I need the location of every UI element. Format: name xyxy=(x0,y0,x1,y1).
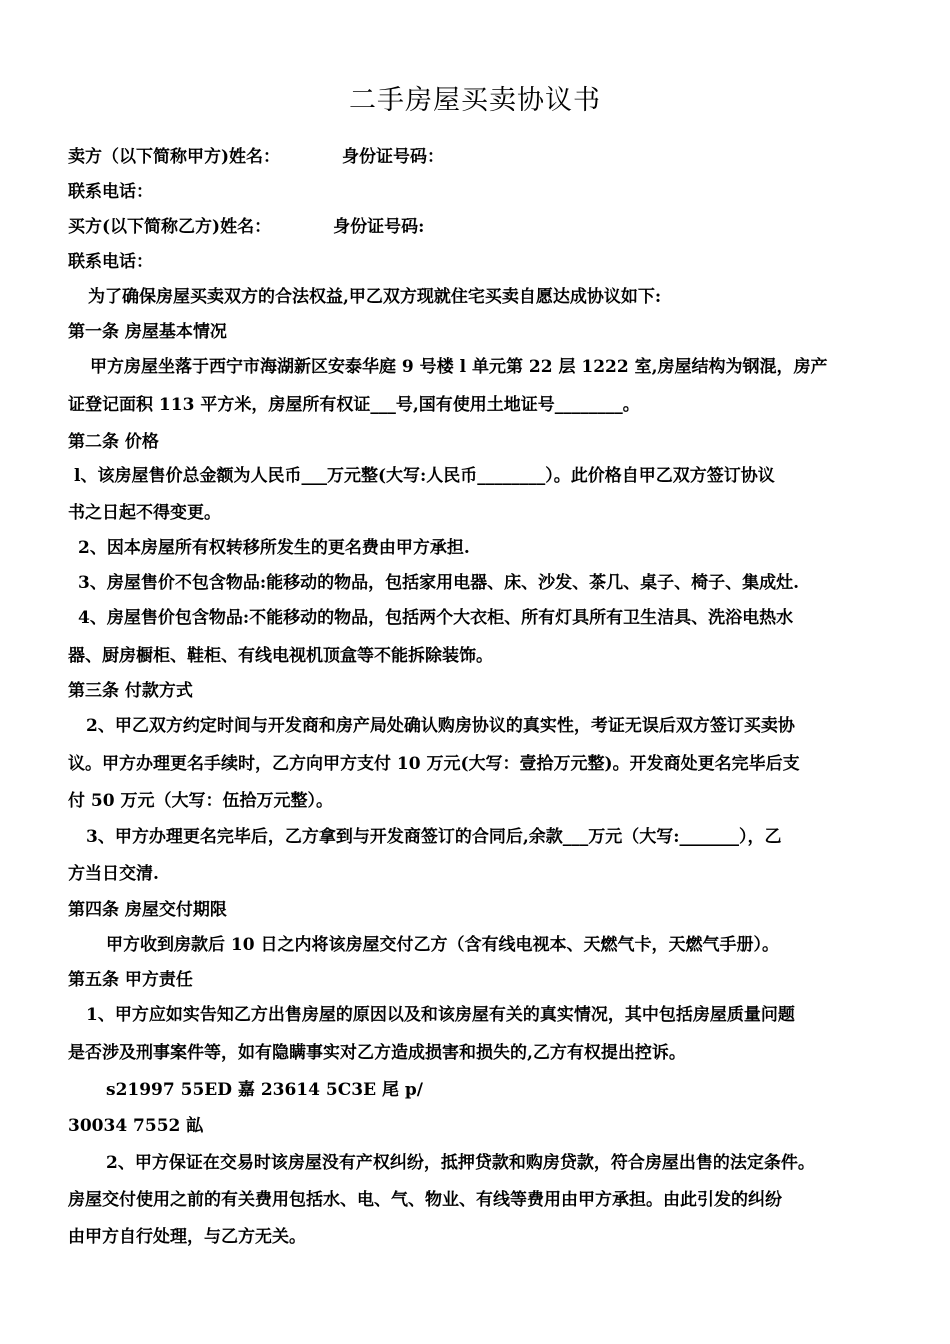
article-2-clause: 4、房屋售价包含物品:不能移动的物品，包括两个大衣柜、所有灯具所有卫生洁具、洗浴电热水 xyxy=(78,608,794,628)
preamble: 为了确保房屋买卖双方的合法权益,甲乙双方现就住宅买卖自愿达成协议如下: xyxy=(88,287,662,307)
document-title: 二手房屋买卖协议书 xyxy=(349,85,601,116)
stray-code-text: s21997 55ED 嘉 23614 5C3E 尾 p/ xyxy=(106,1080,423,1100)
article-4-text: 甲方收到房款后 10 日之内将该房屋交付乙方（含有线电视本、天燃气卡，天燃气手册）。 xyxy=(106,935,779,955)
article-2-clause: l、该房屋售价总金额为人民币___万元整(大写:人民币________）。此价格自甲乙双方签订协议 xyxy=(74,466,775,486)
article-5-clause: 1、甲方应如实告知乙方出售房屋的原因以及和该房屋有关的真实情况，其中包括房屋质量问题 xyxy=(86,1005,795,1025)
article-3-heading: 第三条 付款方式 xyxy=(68,681,193,701)
article-5-heading: 第五条 甲方责任 xyxy=(68,970,193,990)
buyer-line xyxy=(68,217,890,237)
article-2-clause: 书之日起不得变更。 xyxy=(68,503,221,523)
seller-name-label: 卖方（以下简称甲方)姓名： xyxy=(68,147,281,167)
seller-line xyxy=(68,147,890,167)
article-3-clause: 2、甲乙双方约定时间与开发商和房产局处确认购房协议的真实性，考证无误后双方签订买卖协 xyxy=(86,716,795,736)
stray-code-text: 30034 7552 畆 xyxy=(68,1116,204,1136)
article-2-heading: 第二条 价格 xyxy=(68,432,159,452)
article-5-clause: 房屋交付使用之前的有关费用包括水、电、气、物业、有线等费用由甲方承担。由此引发的纠纷 xyxy=(68,1190,782,1210)
article-1-text: 甲方房屋坐落于西宁市海湖新区安泰华庭 9 号楼 l 单元第 22 层 1222 室,房屋结构为钢混，房产 xyxy=(90,357,828,377)
article-2-clause: 2、因本房屋所有权转移所发生的更名费由甲方承担. xyxy=(78,538,470,558)
article-5-clause: 2、甲方保证在交易时该房屋没有产权纠纷，抵押贷款和购房贷款，符合房屋出售的法定条件。 xyxy=(106,1153,815,1173)
article-2-clause: 器、厨房橱柜、鞋柜、有线电视机顶盒等不能拆除装饰。 xyxy=(68,646,493,666)
article-3-clause: 方当日交清. xyxy=(68,864,159,884)
article-5-clause: 由甲方自行处理，与乙方无关。 xyxy=(68,1227,306,1247)
seller-id-label: 身份证号码： xyxy=(342,147,445,167)
article-2-clause: 3、房屋售价不包含物品:能移动的物品，包括家用电器、床、沙发、茶几、桌子、椅子、集成灶. xyxy=(78,573,800,593)
article-1-heading: 第一条 房屋基本情况 xyxy=(68,322,227,342)
buyer-id-label: 身份证号码: xyxy=(333,217,425,237)
article-3-clause: 3、甲方办理更名完毕后，乙方拿到与开发商签订的合同后,余款___万元（大写:_______），乙 xyxy=(86,827,782,847)
article-3-clause: 付 50 万元（大写：伍拾万元整）。 xyxy=(68,791,333,811)
seller-phone-label: 联系电话： xyxy=(68,182,153,202)
article-3-clause: 议。甲方办理更名手续时，乙方向甲方支付 10 万元(大写：壹拾万元整)。开发商处更名完毕后支 xyxy=(68,754,800,774)
buyer-name-label: 买方(以下简称乙方)姓名： xyxy=(68,217,272,237)
buyer-phone-label: 联系电话： xyxy=(68,252,153,272)
article-5-clause: 是否涉及刑事案件等，如有隐瞒事实对乙方造成损害和损失的,乙方有权提出控诉。 xyxy=(68,1043,686,1063)
article-1-text: 证登记面积 113 平方米，房屋所有权证___号,国有使用土地证号________。 xyxy=(68,395,640,415)
article-4-heading: 第四条 房屋交付期限 xyxy=(68,900,227,920)
